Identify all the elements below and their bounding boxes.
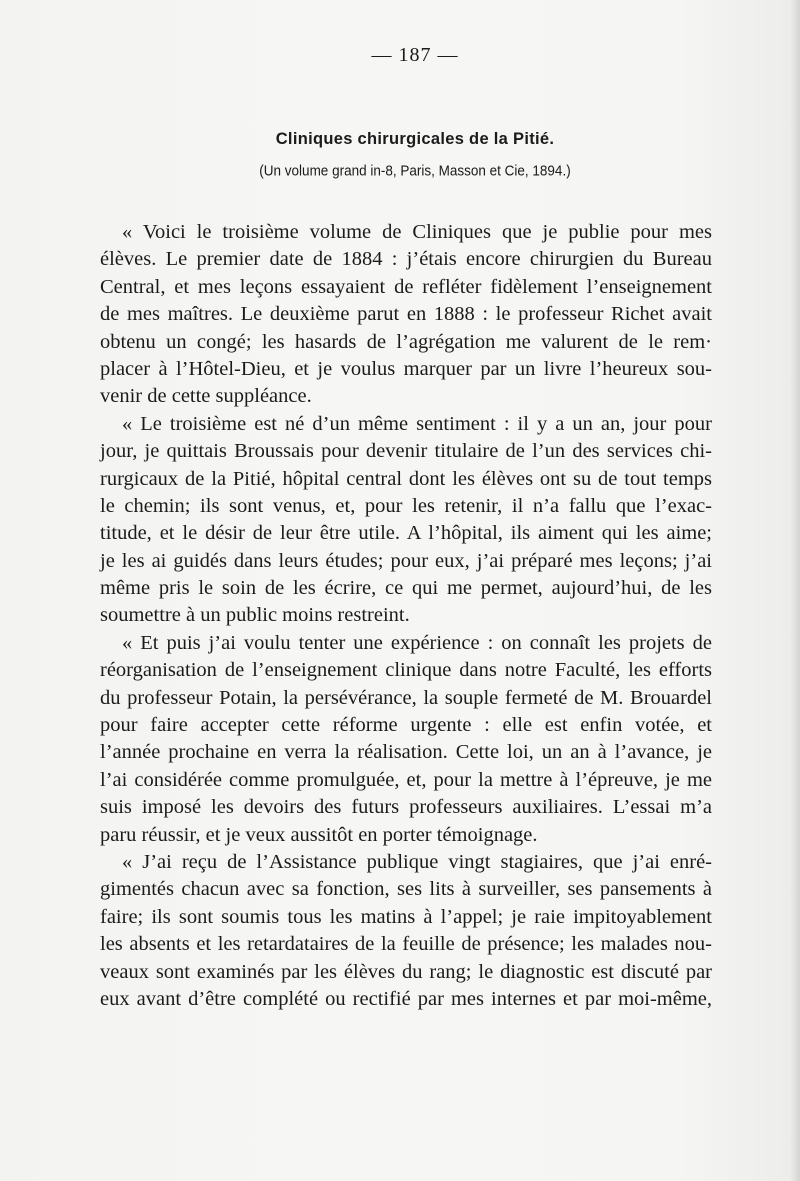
section-subtitle: (Un volume grand in-8, Paris, Masson et Cie, 1894.) — [259, 162, 571, 179]
text-line: « Voici le troisième volume de Cliniques que je publie pour mes — [122, 221, 712, 243]
text-line: pour faire accepter cette réforme urgente : elle est enfin votée, et — [100, 714, 712, 737]
text-line: « J’ai reçu de l’Assistance publique vingt stagiaires, que j’ai enré- — [122, 850, 712, 873]
paragraph — [100, 849, 712, 1013]
text-line: venir de cette suppléance. — [100, 385, 312, 408]
text-line: faire; ils sont soumis tous les matins à l’appel; je raie impitoyablement — [100, 905, 712, 928]
text-line: de mes maîtres. Le deuxième parut en 1888 : le professeur Richet avait — [100, 303, 712, 326]
text-line: soumettre à un public moins restreint. — [100, 604, 410, 627]
text-line: eux avant d’être complété ou rectifié par mes internes et par moi-même, — [100, 987, 712, 1010]
text-line: le chemin; ils sont venus, et, pour les retenir, il n’a fallu que l’exac- — [100, 494, 712, 517]
paragraph — [100, 411, 712, 630]
body-text — [100, 219, 712, 1013]
text-line: l’ai considérée comme promulguée, et, pour la mettre à l’épreuve, je me — [100, 768, 712, 791]
text-line: Central, et mes leçons essayaient de refléter fidèlement l’enseignement — [100, 275, 712, 298]
paragraph — [100, 219, 712, 411]
text-line: veaux sont examinés par les élèves du rang; le diagnostic est discuté par — [100, 960, 712, 983]
text-line: rurgicaux de la Pitié, hôpital central dont les élèves ont su de tout temps — [100, 467, 712, 490]
text-line: titude, et le désir de leur être utile. A l’hôpital, ils aiment qui les aime; — [100, 522, 712, 545]
text-line: élèves. Le premier date de 1884 : j’étais encore chirurgien du Bureau — [100, 248, 712, 271]
text-line: suis imposé les devoirs des futurs professeurs auxiliaires. L’essai m’a — [100, 796, 712, 819]
page-edge-shadow — [790, 0, 800, 1181]
text-line: « Et puis j’ai voulu tenter une expérience : on connaît les projets de — [122, 631, 712, 654]
text-line: gimentés chacun avec sa fonction, ses lits à surveiller, ses pansements à — [100, 878, 712, 901]
page-number: — 187 — — [371, 44, 459, 66]
text-line: jour, je quittais Broussais pour devenir titulaire de l’un des services chi- — [100, 440, 712, 463]
text-line: réorganisation de l’enseignement clinique dans notre Faculté, les efforts — [100, 659, 712, 682]
section-title: Cliniques chirurgicales de la Pitié. — [275, 130, 555, 148]
text-line: paru réussir, et je veux aussitôt en porter témoignage. — [100, 823, 538, 846]
text-line: placer à l’Hôtel-Dieu, et je voulus marquer par un livre l’heureux sou- — [100, 357, 712, 380]
text-line: l’année prochaine en verra la réalisation. Cette loi, un an à l’avance, je — [100, 741, 712, 764]
paragraph — [100, 630, 712, 849]
text-line: « Le troisième est né d’un même sentiment : il y a un an, jour pour — [122, 412, 712, 435]
text-line: même pris le soin de les écrire, ce qui me permet, aujourd’hui, de les — [100, 577, 712, 600]
text-line: je les ai guidés dans leurs études; pour eux, j’ai préparé mes leçons; j’ai — [100, 549, 712, 572]
text-line: obtenu un congé; les hasards de l’agrégation me valurent de le rem· — [100, 330, 712, 353]
text-line: les absents et les retardataires de la feuille de présence; les malades nou- — [100, 933, 712, 956]
text-line: du professeur Potain, la persévérance, la souple fermeté de M. Brouardel — [100, 686, 712, 709]
